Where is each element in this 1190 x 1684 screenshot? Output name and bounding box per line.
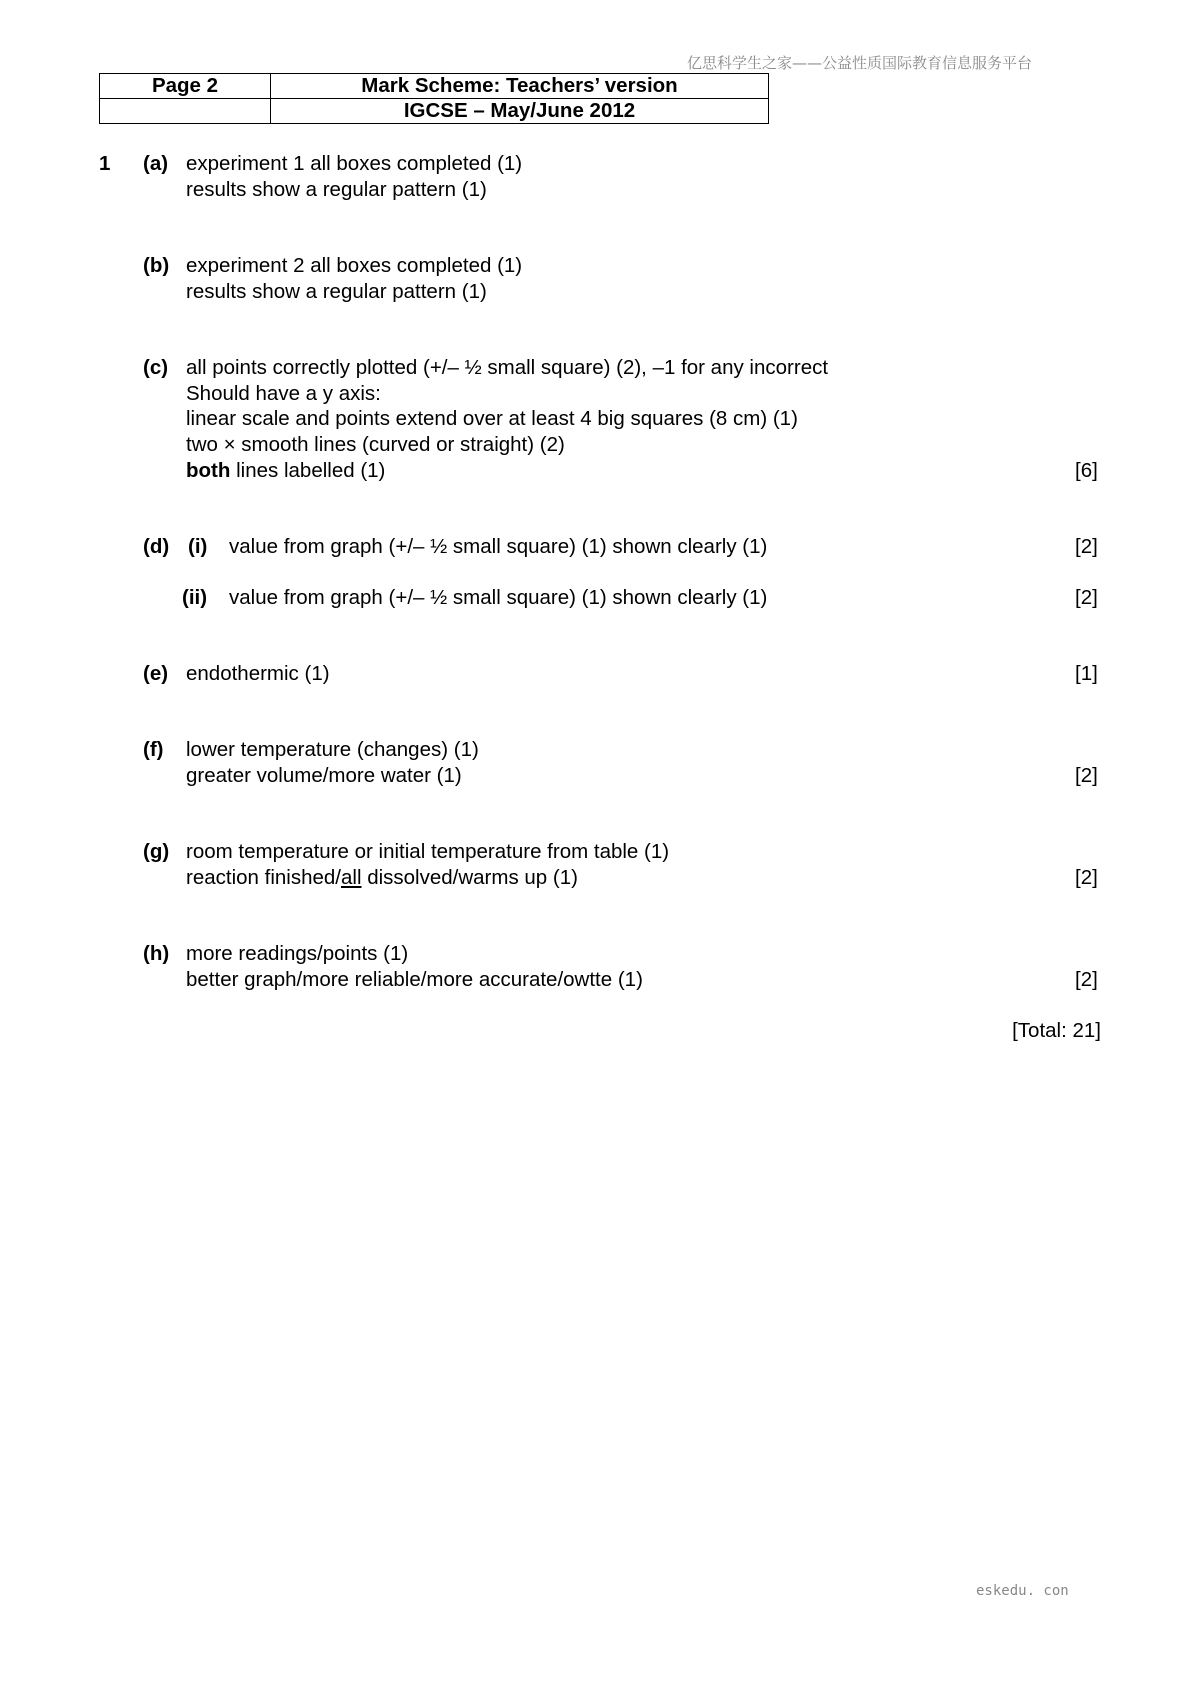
- part-d-i-label: (i): [188, 535, 208, 558]
- part-f-line-2: greater volume/more water (1): [186, 764, 462, 787]
- part-c-line-5-rest: lines labelled (1): [230, 459, 386, 482]
- header-empty-cell: [100, 99, 271, 124]
- part-c-mark: [6]: [1075, 459, 1098, 482]
- page-number: Page 2: [100, 74, 271, 99]
- part-c-bold-word: both: [186, 459, 231, 482]
- part-d-i-text: value from graph (+/– ½ small square) (1) shown clearly (1): [229, 535, 768, 558]
- part-c-line-2: Should have a y axis:: [186, 382, 381, 405]
- header-title: Mark Scheme: Teachers’ version: [271, 74, 769, 99]
- part-f-mark: [2]: [1075, 764, 1098, 787]
- watermark-top: 亿思科学生之家——公益性质国际教育信息服务平台: [687, 54, 1033, 72]
- watermark-bottom: eskedu. con: [976, 1583, 1069, 1599]
- part-d-i-mark: [2]: [1075, 535, 1098, 558]
- part-h-mark: [2]: [1075, 968, 1098, 991]
- part-c-label: (c): [143, 356, 169, 379]
- part-g-line-2-pre: reaction finished/: [186, 866, 341, 889]
- part-e-text: endothermic (1): [186, 662, 330, 685]
- part-h-line-2: better graph/more reliable/more accurate/owtte (1): [186, 968, 643, 991]
- part-c-line-5: [186, 461, 385, 482]
- part-h-line-1: more readings/points (1): [186, 942, 409, 965]
- part-e-label: (e): [143, 662, 169, 685]
- part-b-line-1: experiment 2 all boxes completed (1): [186, 254, 523, 277]
- part-g-line-1: room temperature or initial temperature from table (1): [186, 840, 670, 863]
- part-a-label: (a): [143, 152, 169, 175]
- part-g-line-2: [186, 868, 578, 889]
- part-d-ii-text: value from graph (+/– ½ small square) (1) shown clearly (1): [229, 586, 768, 609]
- part-b-label: (b): [143, 254, 170, 277]
- part-d-ii-label: (ii): [182, 586, 208, 609]
- part-a-line-1: experiment 1 all boxes completed (1): [186, 152, 523, 175]
- part-c-line-3: linear scale and points extend over at least 4 big squares (8 cm) (1): [186, 407, 798, 430]
- part-c-line-1: all points correctly plotted (+/– ½ small square) (2), –1 for any incorrect: [186, 356, 829, 379]
- part-a-line-2: results show a regular pattern (1): [186, 178, 487, 201]
- header-table: [99, 73, 769, 124]
- part-d-label: (d): [143, 535, 170, 558]
- part-h-label: (h): [143, 942, 170, 965]
- question-number: 1: [99, 152, 111, 175]
- part-g-mark: [2]: [1075, 866, 1098, 889]
- part-g-underlined-word: all: [340, 866, 362, 889]
- part-f-line-1: lower temperature (changes) (1): [186, 738, 479, 761]
- part-d-ii-mark: [2]: [1075, 586, 1098, 609]
- total-marks: [Total: 21]: [1012, 1019, 1101, 1042]
- part-c-line-4: two × smooth lines (curved or straight) (2): [186, 433, 565, 456]
- part-g-line-2-post: dissolved/warms up (1): [361, 866, 578, 889]
- header-subtitle: IGCSE – May/June 2012: [271, 99, 769, 124]
- part-b-line-2: results show a regular pattern (1): [186, 280, 487, 303]
- part-g-label: (g): [143, 840, 170, 863]
- part-e-mark: [1]: [1075, 662, 1098, 685]
- part-f-label: (f): [143, 738, 164, 761]
